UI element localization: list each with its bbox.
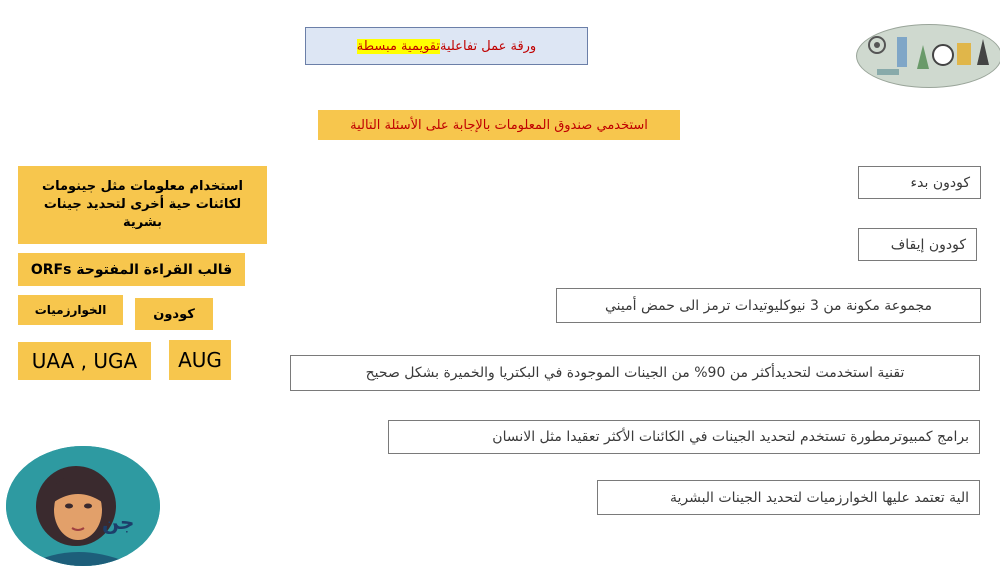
- answer-card-stop-codons[interactable]: UAA , UGA: [18, 342, 151, 380]
- instruction-banner: استخدمي صندوق المعلومات بالإجابة على الأسئلة التالية: [318, 110, 680, 140]
- answer-card-comparative-genomics[interactable]: استخدام معلومات مثل جينومات لكائنات حية أخرى لتحديد جينات بشرية: [18, 166, 267, 244]
- question-orfs-technique[interactable]: تقنية استخدمت لتحديدأكثر من 90% من الجينات الموجودة في البكتريا والخميرة بشكل صحيح: [290, 355, 980, 391]
- title-highlight: تقويمية مبسطة: [356, 38, 440, 54]
- science-logo-image: [856, 24, 1000, 88]
- woman-illustration-icon: [6, 446, 160, 566]
- answer-card-algorithms[interactable]: الخوارزميات: [18, 295, 123, 325]
- avatar-caption: جن: [102, 510, 135, 534]
- science-illustration-icon: [857, 25, 1000, 88]
- title-text: ورقة عمل تفاعلية: [439, 38, 537, 54]
- avatar: [6, 446, 160, 566]
- answer-card-start-codon[interactable]: AUG: [169, 340, 231, 380]
- question-codon-definition[interactable]: مجموعة مكونة من 3 نيوكليوتيدات ترمز الى حمض أميني: [556, 288, 981, 323]
- question-algorithms[interactable]: برامج كمبيوترمطورة تستخدم لتحديد الجينات في الكائنات الأكثر تعقيدا مثل الانسان: [388, 420, 980, 454]
- question-start-codon[interactable]: كودون بدء: [858, 166, 981, 199]
- question-comparative-genomics[interactable]: الية تعتمد عليها الخوارزميات لتحديد الجينات البشرية: [597, 480, 980, 515]
- worksheet-title: [305, 27, 588, 65]
- answer-card-codon[interactable]: كودون: [135, 298, 213, 330]
- answer-card-orfs[interactable]: قالب القراءة المفتوحة ORFs: [18, 253, 245, 286]
- question-stop-codon[interactable]: كودون إيقاف: [858, 228, 977, 261]
